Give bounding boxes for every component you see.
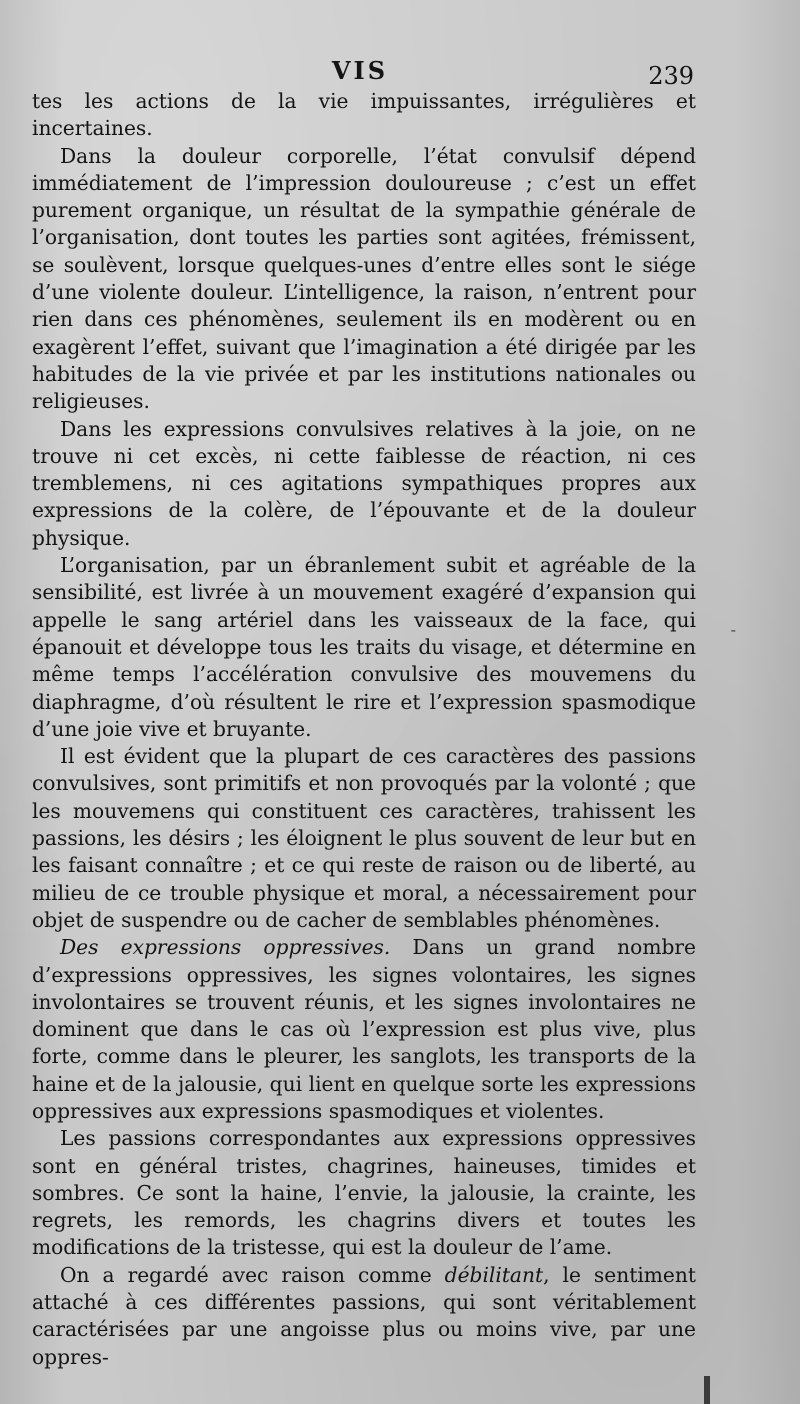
debilitating-text-after: , le sentiment attaché à ces différentes passions, qui sont véritablement caractérisées par une angoisse plus ou moins vive, par une oppres- bbox=[32, 1262, 696, 1369]
running-head-title: VIS bbox=[331, 56, 389, 85]
paragraph-oppressive-expressions bbox=[32, 934, 696, 1125]
paragraph-continuation: tes les actions de la vie impuissantes, irrégulières et incertaines. bbox=[32, 89, 696, 141]
paragraph-joy-expressions: Dans les expressions convulsives relatives à la joie, on ne trouve ni cet excès, ni cette faiblesse de réaction, ni ces tremblemens, ni ces agitations sympathiques propres aux expressions de la colère, de l’épouvante et de la douleur physique. bbox=[32, 416, 696, 550]
page-number: 239 bbox=[648, 62, 694, 90]
debilitating-term: débilitant bbox=[444, 1262, 544, 1287]
debilitating-text-before: On a regardé avec raison comme bbox=[60, 1262, 445, 1287]
paragraph-debilitating bbox=[32, 1262, 696, 1371]
edge-stain bbox=[704, 1376, 710, 1404]
paragraph-corresponding-passions: Les passions correspondantes aux expressions oppressives sont en général tristes, chagrines, haineuses, timides et sombres. Ce sont la haine, l’envie, la jalousie, la crainte, les regrets, les remords, les chagrins divers et toutes les modifications de la tristesse, qui est la douleur de l’ame. bbox=[32, 1126, 696, 1260]
paragraph-primitive-characters: Il est évident que la plupart de ces caractères des passions convulsives, sont primitifs et non provoqués par la volonté ; que les mouvemens qui constituent ces caractères, trahissent les passions, les désirs ; les éloignent le plus souvent de leur but en les faisant connaître ; et ce qui reste de raison ou de liberté, au milieu de ce trouble physique et moral, a nécessairement pour objet de suspendre ou de cacher de semblables phénomènes. bbox=[32, 744, 696, 932]
oppressive-text: Dans un grand nombre d’expressions oppressives, les signes volontaires, les signes involontaires se trouvent réunis, et les signes involontaires ne dominent que dans le cas où l’expression est plus vive, plus forte, comme dans le pleurer, les sanglots, les transports de la haine et de la jalousie, qui lient en quelque sorte les expressions oppressives aux expressions spasmodiques et violentes. bbox=[32, 935, 696, 1123]
section-heading-oppressive: Des expressions oppressives. bbox=[60, 935, 391, 960]
margin-dash-mark: - bbox=[730, 620, 736, 639]
running-head bbox=[0, 52, 800, 92]
paragraph-bodily-pain: Dans la douleur corporelle, l’état convulsif dépend immédiatement de l’impression douloureuse ; c’est un effet purement organique, un résultat de la sympathie générale de l’organisation, dont toutes les parties sont agitées, frémissent, se soulèvent, lorsque quelques-unes d’entre elles sont le siége d’une violente douleur. L’intelligence, la raison, n’entrent pour rien dans ces phénomènes, seulement ils en modèrent ou en exagèrent l’effet, suivant que l’imagination a été dirigée par les habitudes de la vie privée et par les institutions nationales ou religieuses. bbox=[32, 143, 696, 414]
paragraph-organisation: L’organisation, par un ébranlement subit et agréable de la sensibilité, est livrée à un mouvement exagéré d’expansion qui appelle le sang artériel dans les vaisseaux de la face, qui épanouit et développe tous les traits du visage, et détermine en même temps l’accélération convulsive des mouvemens du diaphragme, d’où résultent le rire et l’expression spasmodique d’une joie vive et bruyante. bbox=[32, 553, 696, 741]
body-text bbox=[32, 88, 696, 1371]
